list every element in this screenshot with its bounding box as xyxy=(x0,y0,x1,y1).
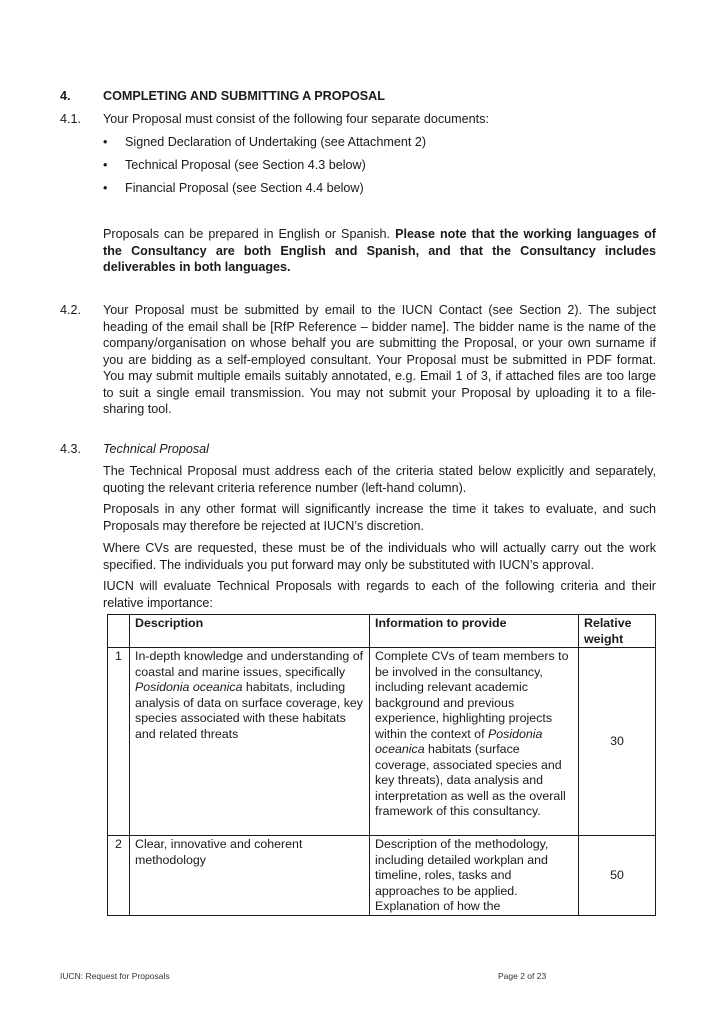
header-description: Description xyxy=(130,615,370,648)
footer-left: IUCN: Request for Proposals xyxy=(60,971,170,981)
clause-heading: Technical Proposal xyxy=(103,442,209,456)
bullet-list xyxy=(103,134,656,203)
criterion-weight: 30 xyxy=(579,648,656,836)
clause-number: 4.2. xyxy=(60,303,82,317)
criterion-information: Complete CVs of team members to be involved in the consultancy, including relevant academic background and previous experience, highlighting projects within the context of Posidonia oceanica habitats (surface coverage, associated species and key threats), data analysis and interpretation as well as the overall framework of this consultancy. xyxy=(370,648,579,836)
table-header-row xyxy=(108,615,656,648)
bullet-icon: • xyxy=(103,181,108,195)
list-item: • Technical Proposal (see Section 4.3 below) xyxy=(103,158,366,172)
header-weight: Relative weight xyxy=(579,615,656,648)
language-note: Proposals can be prepared in English or Spanish. Please note that the working languages of the Consultancy are both English and Spanish, and that the Consultancy includes deliverables in both languages. xyxy=(103,227,656,274)
technical-p1: The Technical Proposal must address each of the criteria stated below explicitly and separately, quoting the relevant criteria reference number (left-hand column). xyxy=(103,464,656,495)
language-note-emphasis: Please note that the working languages of the Consultancy are both English and Spanish, and that the Consultancy includes deliverables in both languages. xyxy=(103,227,656,274)
footer-page-number: Page 2 of 23 xyxy=(498,971,547,981)
criterion-weight: 50 xyxy=(579,836,656,916)
bullet-icon: • xyxy=(103,135,108,149)
criterion-description: In-depth knowledge and understanding of coastal and marine issues, specifically Posidonia oceanica habitats, including analysis of data on surface coverage, key species associated with these habitats and related threats xyxy=(130,648,370,836)
section-title: COMPLETING AND SUBMITTING A PROPOSAL xyxy=(103,89,385,103)
clause-number: 4.3. xyxy=(60,442,82,456)
criterion-information: Description of the methodology, including detailed workplan and timeline, roles, tasks and approaches to be applied. Explanation of how the xyxy=(370,836,579,916)
list-item: • Signed Declaration of Undertaking (see Attachment 2) xyxy=(103,135,427,149)
header-information: Information to provide xyxy=(370,615,579,648)
bullet-icon: • xyxy=(103,158,108,172)
section-number: 4. xyxy=(60,89,71,103)
clause-number: 4.1. xyxy=(60,112,82,126)
clause-4-2-text: Your Proposal must be submitted by email to the IUCN Contact (see Section 2). The subject heading of the email shall be [RfP Reference – bidder name]. The bidder name is the name of the company/organisation on whose behalf you are submitting the Proposal, or your own surname if you are bidding as a self-employed consultant. Your Proposal must be submitted in PDF format. You may submit multiple emails suitably annotated, e.g. Email 1 of 3, if attached files are too large to suit a single email transmission. You may not submit your Proposal by uploading it to a file-sharing tool. xyxy=(103,303,656,416)
table-row xyxy=(108,836,656,916)
header-number xyxy=(108,615,130,648)
technical-p3: Where CVs are requested, these must be of the individuals who will actually carry out the work specified. The individuals you put forward may only be substituted with IUCN’s approval. xyxy=(103,541,656,572)
criteria-table xyxy=(107,614,656,916)
criterion-number: 2 xyxy=(108,836,130,916)
technical-p4: IUCN will evaluate Technical Proposals with regards to each of the following criteria and their relative importance: xyxy=(103,579,656,610)
clause-text: Your Proposal must consist of the following four separate documents: xyxy=(103,112,489,126)
technical-p2: Proposals in any other format will significantly increase the time it takes to evaluate, and such Proposals may therefore be rejected at IUCN’s discretion. xyxy=(103,502,656,533)
criterion-description: Clear, innovative and coherent methodology xyxy=(130,836,370,916)
criterion-number: 1 xyxy=(108,648,130,836)
table-row xyxy=(108,648,656,836)
list-item: • Financial Proposal (see Section 4.4 below) xyxy=(103,181,364,195)
